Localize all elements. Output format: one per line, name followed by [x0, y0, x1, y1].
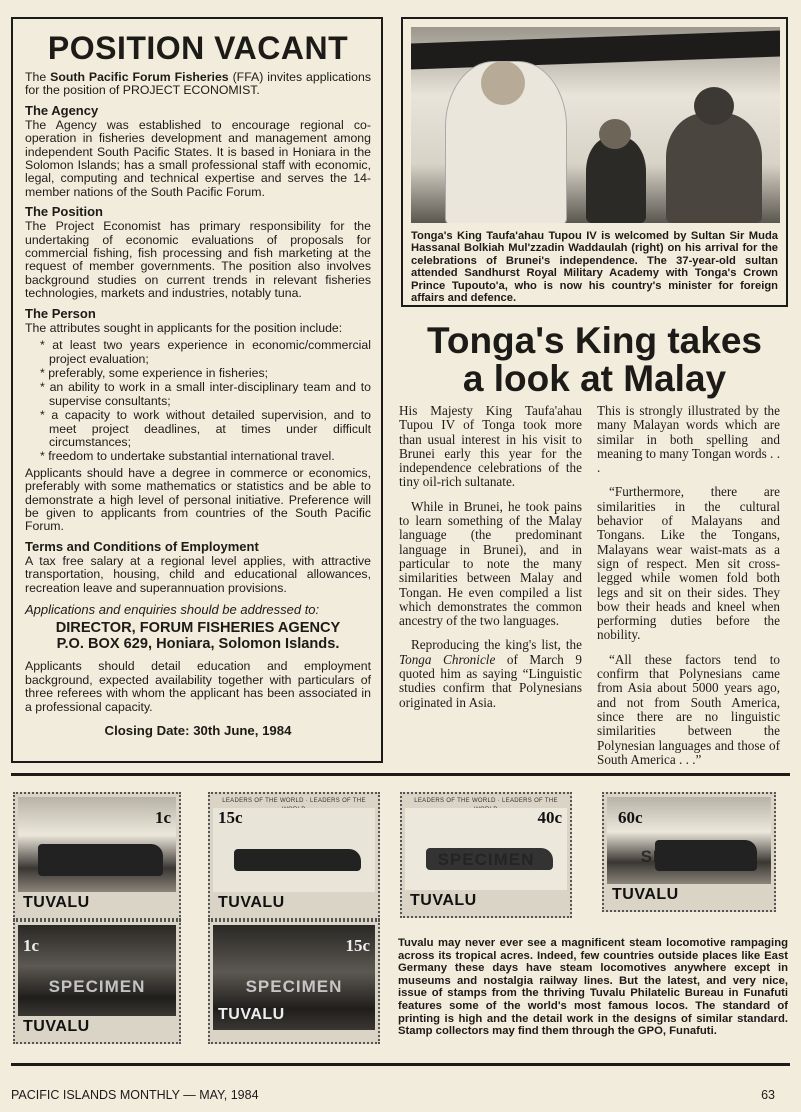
- stamp-country: TUVALU: [612, 886, 679, 903]
- specimen-overprint: SPECIMEN: [245, 977, 343, 997]
- stamp-value: 1c: [23, 936, 40, 955]
- stamp: [602, 792, 776, 912]
- position-text: The Project Economist has primary responsibility for the undertaking of economic evaluations of proposals for commercial fishing, fish processing and fish marketing at the request of member governments. The position also involves background studies on current trends in relevant fisheries technologies, markets and industries, notably tuna.: [25, 219, 371, 301]
- specimen-overprint: SPECIMEN: [437, 850, 535, 870]
- article-paragraph: “All these factors tend to confirm that Polynesians came from Asia about 5000 years ago, and not from South America, since there are no linguistic similarities between the Polynesian languages and those of South America . . .”: [597, 651, 780, 767]
- news-photo: [411, 27, 780, 223]
- agency-text: The Agency was established to encourage regional co-operation in fisheries development and management among independent South Pacific States. It is based in Honiara in the Solomon Islands; has a small professional staff with economic, legal, computing and technical expertise and serves the 14-member nations of the South Pacific Forum.: [25, 117, 371, 199]
- stamp-value: 60c: [618, 808, 643, 827]
- position-vacant-ad: [11, 17, 383, 763]
- headline-line: Tonga's King takes: [426, 320, 762, 361]
- stamp: [208, 792, 380, 920]
- stamp: [13, 920, 181, 1044]
- ad-title: POSITION VACANT: [47, 30, 349, 66]
- ad-org-name: South Pacific Forum Fisheries: [50, 70, 229, 84]
- person-extra: Applicants should have a degree in commerce or economics, preferably with some mathematics or statistics and be able to demonstrate a high level of personal initiative. Preference will be given to applicants from countries of the South Pacific Forum.: [25, 465, 371, 534]
- address-line: DIRECTOR, FORUM FISHERIES AGENCY: [55, 620, 341, 637]
- stamp: [400, 792, 572, 918]
- divider: [11, 1063, 790, 1066]
- ad-intro: The South Pacific Forum Fisheries (FFA) invites applications for the position of PROJECT ECONOMIST.: [25, 70, 371, 98]
- address-block: [25, 620, 371, 652]
- person-intro: The attributes sought in applicants for the position include:: [25, 320, 343, 335]
- list-item: * an ability to work in a small inter-disciplinary team and to supervise consultants;: [40, 380, 371, 408]
- stamp-country: TUVALU: [23, 894, 90, 911]
- position-heading: The Position: [25, 204, 103, 220]
- headline-line: a look at Malay: [462, 358, 727, 399]
- footer-publication: PACIFIC ISLANDS MONTHLY — MAY, 1984: [11, 1088, 259, 1102]
- specimen-overprint: SPECIMEN: [640, 847, 738, 867]
- photo-box: [401, 17, 788, 307]
- terms-text: A tax free salary at a regional level applies, with attractive transportation, housing, child and educational allowances, recreation leave and superannuation provisions.: [25, 553, 371, 595]
- divider: [11, 773, 790, 776]
- page-number: 63: [761, 1088, 775, 1102]
- article-headline: [401, 322, 788, 398]
- photo-caption: Tonga's King Taufa'ahau Tupou IV is welcomed by Sultan Sir Muda Hassanal Bolkiah Mul'zzadin Waddaulah (right) on his arrival for the celebrations of Brunei's independence. The 37-year-old sultan attended Sandhurst Royal Military Academy with Tonga's Crown Prince Tupouto'a, who is now his country's minister for foreign affairs and defence.: [411, 230, 778, 305]
- publication-name: Tonga Chronicle: [399, 651, 496, 667]
- agency-heading: The Agency: [25, 102, 99, 118]
- stamp-value: 15c: [345, 936, 370, 955]
- attributes-list: [25, 339, 371, 464]
- stamp: [13, 792, 181, 920]
- closing-date: Closing Date: 30th June, 1984: [104, 723, 292, 739]
- stamp: [208, 920, 380, 1044]
- list-item: * freedom to undertake substantial international travel.: [40, 449, 335, 464]
- specimen-overprint: SPECIMEN: [48, 977, 146, 997]
- stamp-country: TUVALU: [218, 1006, 285, 1023]
- address-line: P.O. BOX 629, Honiara, Solomon Islands.: [56, 636, 340, 653]
- specimen-overprint: SPECIMEN: [245, 851, 343, 871]
- article-column-1: [399, 404, 582, 720]
- article-paragraph: Reproducing the king's list, the Tonga Chronicle of March 9 quoted him as saying “Linguistic studies confirm that Polynesians originated in Asia.: [399, 637, 582, 710]
- article-paragraph: While in Brunei, he took pains to learn something of the Malay language (the predominant language in Brunei), and in particular to note the many similarities between Malay and Tongan. He even compiled a list which demonstrates the common ancestry of the two languages.: [399, 498, 582, 629]
- terms-heading: Terms and Conditions of Employment: [25, 538, 259, 554]
- stamp-country: TUVALU: [218, 894, 285, 911]
- specimen-overprint: SPECIMEN: [48, 851, 146, 871]
- detail-text: Applicants should detail education and employment background, expected availability together with particulars of three referees with whom the applicant has been associated in a professional capacity.: [25, 659, 371, 714]
- stamp-banner: LEADERS OF THE WORLD · LEADERS OF THE: [222, 798, 366, 804]
- article-paragraph: His Majesty King Taufa'ahau Tupou IV of Tonga took more than usual interest in his visit to Brunei early this year for the independence celebrations of the tiny oil-rich sultanate.: [399, 403, 582, 490]
- stamp-banner: LEADERS OF THE WORLD · LEADERS OF THE: [414, 798, 558, 804]
- list-item: * preferably, some experience in fisheries;: [40, 365, 269, 380]
- stamp-value: 15c: [218, 808, 243, 827]
- article-paragraph: This is strongly illustrated by the many Malayan words which are similar in both spelling and meaning to many Tongan words . . .: [597, 403, 780, 476]
- stamps-caption: Tuvalu may never ever see a magnificent steam locomotive rampaging across its tropical acres. Indeed, few countries outside places like East Germany these days have steam locomotives anywhere except in museums and nostalgia railway lines. But the latest, and very nice, issue of stamps from the thriving Tuvalu Philatelic Bureau in Funafuti features some of the world's most famous locos. The standard of printing is high and the detail work in the designs of similar standard. Stamp collectors may find them through the GPO, Funafuti.: [398, 937, 788, 1038]
- list-item: * at least two years experience in economic/commercial project evaluation;: [40, 338, 371, 366]
- stamp-value: 1c: [154, 808, 171, 827]
- stamp-value: 40c: [537, 808, 562, 827]
- stamp-country: TUVALU: [410, 892, 477, 909]
- list-item: * a capacity to work without detailed supervision, and to meet project deadlines, at times under difficult circumstances;: [40, 408, 371, 449]
- address-intro: Applications and enquiries should be addressed to:: [25, 602, 320, 617]
- stamp-country: TUVALU: [23, 1018, 90, 1035]
- article-column-2: [597, 404, 780, 777]
- article-paragraph: “Furthermore, there are similarities in the cultural behavior of Malayans and Tongans. Like the Tongans, Malayans wear waist-mats as a sign of respect. Men sit cross-legged while women fold both legs and sit on their sides. They bow their heads and kneel when performing duties before the nobility.: [597, 484, 780, 643]
- person-heading: The Person: [25, 305, 96, 321]
